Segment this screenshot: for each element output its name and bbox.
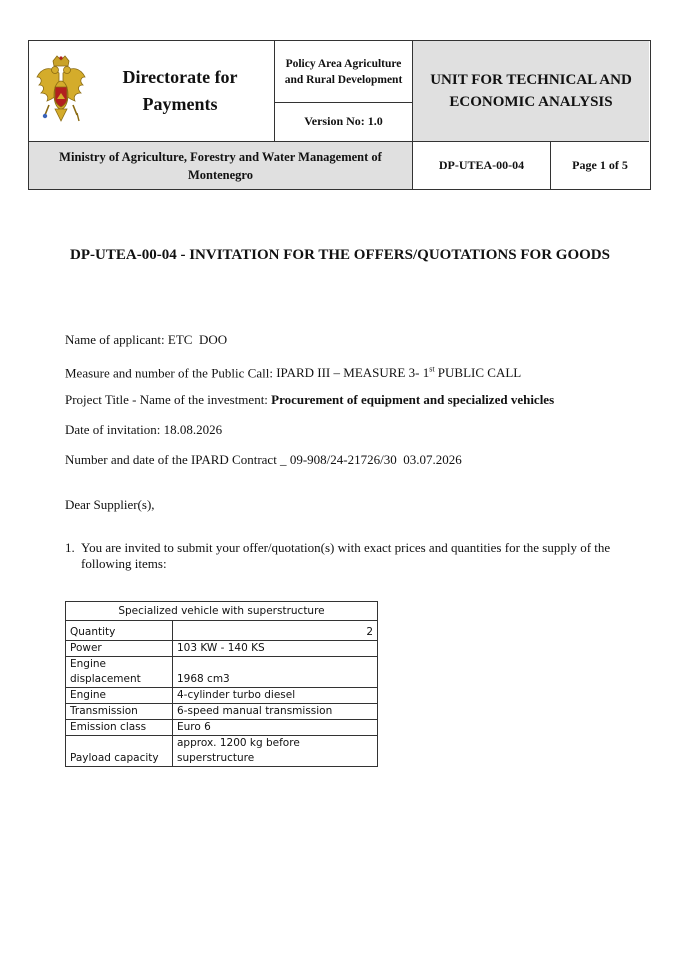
montenegro-coat-of-arms-icon (35, 55, 87, 127)
applicant-line (65, 332, 227, 348)
table-row (66, 720, 378, 736)
spec-key: Emission class (66, 720, 173, 736)
directorate-cell (29, 41, 275, 142)
list-item-text: You are invited to submit your offer/quotation(s) with exact prices and quantities for the supply of the following items: (81, 540, 611, 571)
table-row (66, 704, 378, 720)
table-row (66, 688, 378, 704)
salutation: Dear Supplier(s), (65, 497, 155, 512)
spec-value: Euro 6 (173, 720, 378, 736)
version-number: Version No: 1.0 (304, 114, 383, 128)
list-item-number: 1. (65, 540, 75, 555)
spec-value: 2 (173, 621, 378, 641)
table-row (66, 602, 378, 621)
table-row (66, 641, 378, 657)
spec-value: 1968 cm3 (173, 657, 378, 688)
measure-line (65, 362, 521, 381)
spec-key: Engine (66, 688, 173, 704)
document-header (28, 40, 651, 190)
spec-key: Payload capacity (66, 736, 173, 767)
project-label: Project Title - Name of the investment: (65, 392, 268, 407)
table-row (66, 736, 378, 767)
project-line (65, 392, 554, 408)
list-item (65, 540, 625, 572)
spec-key: Quantity (66, 621, 173, 641)
date-line (65, 422, 222, 438)
contract-value: 09-908/24-21726/30 03.07.2026 (289, 452, 462, 467)
spec-key: Engine displacement (66, 657, 173, 688)
policy-area-text: Policy Area Agriculture and Rural Development (275, 41, 412, 103)
spec-value: 103 KW - 140 KS (173, 641, 378, 657)
table-row (66, 621, 378, 641)
ministry-name: Ministry of Agriculture, Forestry and Water Management of Montenegro (29, 142, 413, 189)
date-label: Date of invitation: (65, 422, 161, 437)
spec-table (65, 601, 378, 767)
spec-key: Transmission (66, 704, 173, 720)
directorate-name: Directorate for Payments (122, 66, 238, 114)
document-title: DP-UTEA-00-04 - INVITATION FOR THE OFFERS/QUOTATIONS FOR GOODS (70, 247, 610, 263)
table-row (66, 657, 378, 688)
project-value: Procurement of equipment and specialized vehicles (271, 392, 555, 407)
contract-label: Number and date of the IPARD Contract _ (65, 452, 287, 467)
page-number: Page 1 of 5 (572, 158, 628, 172)
document-code: DP-UTEA-00-04 (413, 142, 551, 189)
unit-name: UNIT FOR TECHNICAL AND ECONOMIC ANALYSIS (413, 41, 649, 142)
measure-value: IPARD III – MEASURE 3- 1st PUBLIC CALL (276, 365, 522, 381)
spec-table-heading: Specialized vehicle with superstructure (66, 602, 378, 621)
policy-area-cell (275, 41, 413, 142)
measure-label: Measure and number of the Public Call: (65, 365, 273, 381)
date-value: 18.08.2026 (163, 422, 223, 437)
spec-value: 4-cylinder turbo diesel (173, 688, 378, 704)
applicant-label: Name of applicant: (65, 332, 165, 347)
applicant-value: ETC DOO (167, 332, 228, 347)
spec-key: Power (66, 641, 173, 657)
spec-value: approx. 1200 kg before superstructure (173, 736, 378, 767)
spec-value: 6-speed manual transmission (173, 704, 378, 720)
contract-line (65, 452, 462, 468)
